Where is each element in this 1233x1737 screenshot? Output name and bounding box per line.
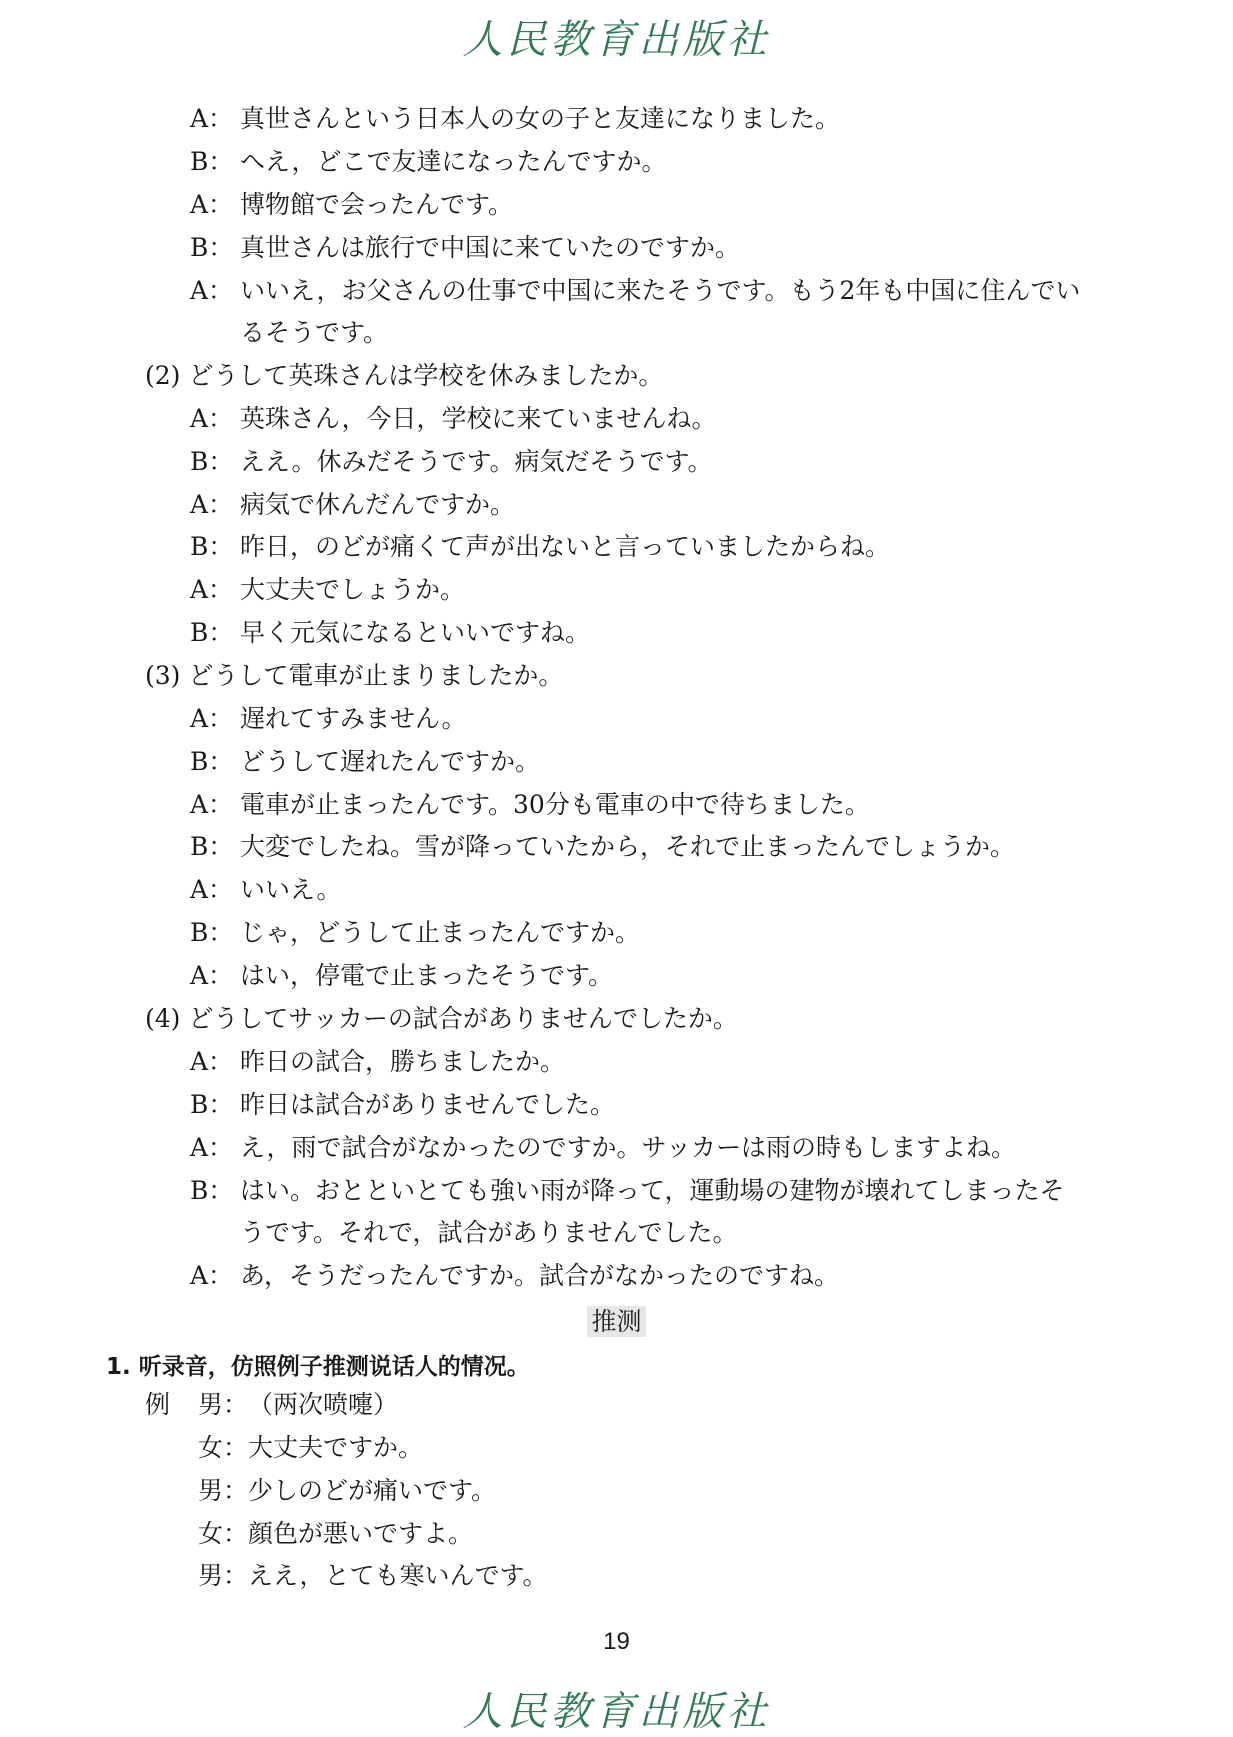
dialog-line: A： 電車が止まったんです。30分も電車の中で待ちました。 (190, 790, 870, 819)
dialog-line: B： 真世さんは旅行で中国に来ていたのですか。 (190, 233, 741, 262)
dialog-line: A： 遅れてすみません。 (190, 704, 467, 733)
example-line: 女：顔色が悪いですよ。 (198, 1519, 474, 1548)
dialog-line: A： いいえ。 (190, 875, 342, 904)
dialog-line: B： 昨日，のどが痛くて声が出ないと言っていましたからね。 (190, 532, 891, 561)
dialog-line-continuation: うです。それで，試合がありませんでした。 (240, 1218, 738, 1247)
publisher-logo-bottom: 人民教育出版社 (462, 1689, 771, 1735)
dialog-line: B： はい。おとといとても強い雨が降って，運動場の建物が壊れてしまったそ (190, 1176, 1065, 1205)
dialog-line: B： 昨日は試合がありませんでした。 (190, 1090, 616, 1119)
dialog-line: A： 病気で休んだんですか。 (190, 490, 516, 519)
example-line: 男：ええ，とても寒いんです。 (198, 1561, 548, 1590)
dialog-line: B： じゃ，どうして止まったんですか。 (190, 918, 641, 947)
dialog-line: A： 昨日の試合，勝ちましたか。 (190, 1047, 566, 1076)
task-instruction: 1. 听录音，仿照例子推测说话人的情况。 (106, 1354, 530, 1380)
dialog-line: A： 大丈夫でしょうか。 (190, 575, 466, 604)
dialog-line: B： ええ。休みだそうです。病気だそうです。 (190, 447, 713, 476)
publisher-logo-top: 人民教育出版社 (462, 17, 771, 63)
dialog-line: B： 大変でしたね。雪が降っていたから，それで止まったんでしょうか。 (190, 832, 1016, 861)
example-line: 男：（两次喷嚏） (198, 1390, 399, 1419)
dialog-line: A： いいえ，お父さんの仕事で中国に来たそうです。もう2年も中国に住んでい (190, 276, 1081, 305)
question-2: (2) どうして英珠さんは学校を休みましたか。 (145, 361, 664, 390)
dialog-line: A： え，雨で試合がなかったのですか。サッカーは雨の時もしますよね。 (190, 1133, 1017, 1162)
example-line: 男：少しのどが痛いです。 (198, 1476, 497, 1505)
example-line: 女：大丈夫ですか。 (198, 1433, 424, 1462)
dialog-line: B： どうして遅れたんですか。 (190, 747, 541, 776)
dialog-line: A： 真世さんという日本人の女の子と友達になりました。 (190, 104, 841, 133)
section-heading: 推测 (0, 1302, 1233, 1338)
dialog-line-continuation: るそうです。 (240, 318, 389, 347)
dialog-line: A： 博物館で会ったんです。 (190, 190, 514, 219)
dialog-line: B： へえ，どこで友達になったんですか。 (190, 147, 667, 176)
dialog-line: A： あ，そうだったんですか。試合がなかったのですね。 (190, 1261, 840, 1290)
page-number: 19 (603, 1628, 630, 1655)
example-label: 例 (145, 1390, 171, 1419)
dialog-line: A： はい，停電で止まったそうです。 (190, 961, 614, 990)
question-3: (3) どうして電車が止まりましたか。 (145, 661, 564, 690)
dialog-line: B： 早く元気になるといいですね。 (190, 618, 591, 647)
dialog-line: A： 英珠さん，今日，学校に来ていませんね。 (190, 404, 717, 433)
question-4: (4) どうしてサッカーの試合がありませんでしたか。 (145, 1004, 738, 1033)
